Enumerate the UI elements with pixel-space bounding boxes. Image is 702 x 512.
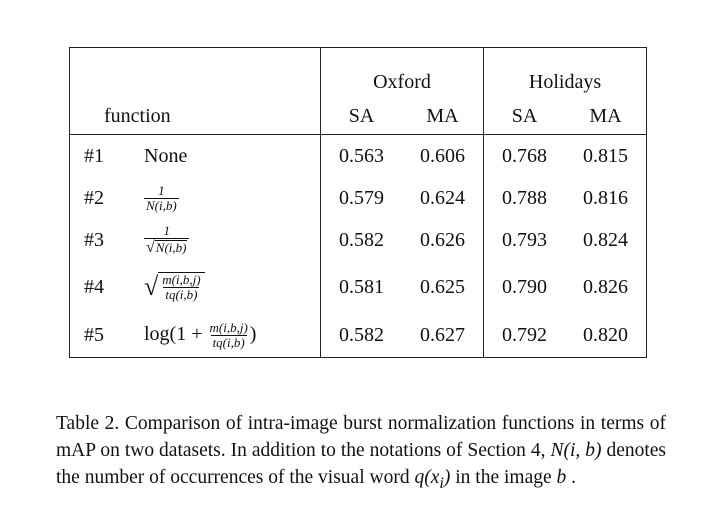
formula-reciprocal-sqrt: [144, 224, 189, 255]
caption-text-b: denotes the number of occurrences of the visual word: [56, 439, 667, 488]
cell-oxford-sa: 0.582: [321, 313, 403, 358]
cell-holidays-sa: 0.790: [484, 261, 566, 313]
table-header-groups: [70, 48, 647, 99]
cell-holidays-sa: 0.768: [484, 135, 566, 178]
formula-fraction: [208, 321, 250, 350]
row-id: #3: [84, 228, 104, 251]
cell-holidays-ma: 0.826: [583, 275, 628, 298]
row-function: [144, 219, 321, 261]
caption-symbol-b: b: [556, 466, 567, 488]
cell-holidays-ma: 0.820: [583, 323, 628, 346]
radical-sign: √: [144, 272, 159, 301]
cell-oxford-ma: 0.624: [420, 186, 465, 209]
table-caption: [56, 410, 666, 497]
header-empty-id: [70, 48, 145, 99]
header-oxford: Oxford: [321, 48, 484, 99]
formula-numerator: m(i,b,j): [162, 272, 201, 287]
results-table: [69, 47, 647, 358]
caption-symbol-q-sub: i: [439, 473, 444, 492]
cell-oxford-ma: 0.626: [420, 228, 465, 251]
radicand: N(i,b): [155, 240, 187, 255]
header-oxford-ma: MA: [402, 98, 484, 135]
cell-holidays-ma: 0.816: [583, 186, 628, 209]
row-id: #4: [84, 275, 104, 298]
cell-holidays-sa: 0.792: [484, 313, 566, 358]
cell-holidays-sa: 0.793: [484, 219, 566, 261]
cell-oxford-sa: 0.581: [321, 261, 403, 313]
row-id: #5: [84, 323, 104, 346]
formula-numerator: m(i,b,j): [209, 319, 248, 335]
row-function: None: [144, 144, 188, 167]
table-row: [70, 219, 647, 261]
caption-symbol-q: [414, 466, 451, 492]
cell-oxford-ma: 0.625: [420, 275, 465, 298]
caption-text-c: in the image: [455, 466, 552, 488]
cell-holidays-ma: 0.815: [583, 144, 628, 167]
row-function: [144, 177, 321, 219]
sqrt-symbol: [146, 240, 187, 256]
caption-text-a: Comparison of intra-image burst normalization functions in terms of mAP on two datasets. In addition to the notations of Section 4,: [56, 412, 666, 461]
caption-symbol-q-close: ): [443, 466, 451, 488]
row-function: [144, 313, 321, 358]
header-function: function: [70, 98, 321, 135]
cell-oxford-ma: 0.627: [420, 323, 465, 346]
formula-reciprocal: [144, 184, 179, 213]
table-row: [70, 135, 647, 178]
table-row: [70, 313, 647, 358]
row-function: [144, 261, 321, 313]
header-holidays-ma: MA: [565, 98, 647, 135]
table-row: [70, 177, 647, 219]
cell-oxford-sa: 0.579: [321, 177, 403, 219]
row-id: #1: [84, 144, 104, 167]
caption-symbol-q-base: q(x: [414, 466, 440, 488]
cell-holidays-sa: 0.788: [484, 177, 566, 219]
header-empty-fn: [144, 48, 321, 99]
formula-log-prefix: log(1 +: [144, 322, 203, 345]
cell-oxford-ma: 0.606: [420, 144, 465, 167]
formula-numerator: 1: [163, 223, 170, 239]
formula-denominator: tq(i,b): [165, 287, 198, 302]
radical-sign: √: [146, 238, 155, 256]
formula-sqrt-ratio: [144, 272, 205, 302]
formula-fraction: [160, 273, 202, 302]
formula-denominator: [144, 238, 189, 255]
formula-numerator: 1: [158, 182, 165, 198]
cell-holidays-ma: 0.824: [583, 228, 628, 251]
header-holidays-sa: SA: [484, 98, 566, 135]
caption-text-d: .: [571, 466, 577, 488]
row-id: #2: [84, 186, 104, 209]
radicand: [158, 272, 204, 302]
table-row: [70, 261, 647, 313]
formula-denominator: N(i,b): [146, 197, 177, 213]
formula-log-suffix: ): [249, 322, 257, 345]
header-oxford-sa: SA: [321, 98, 403, 135]
formula-denominator: tq(i,b): [212, 334, 245, 350]
cell-oxford-sa: 0.582: [321, 219, 403, 261]
cell-oxford-sa: 0.563: [321, 135, 403, 178]
caption-label: Table 2.: [56, 412, 120, 434]
caption-symbol-n: N(i, b): [550, 439, 602, 461]
header-holidays: Holidays: [484, 48, 647, 99]
table-header-subcols: [70, 98, 647, 135]
